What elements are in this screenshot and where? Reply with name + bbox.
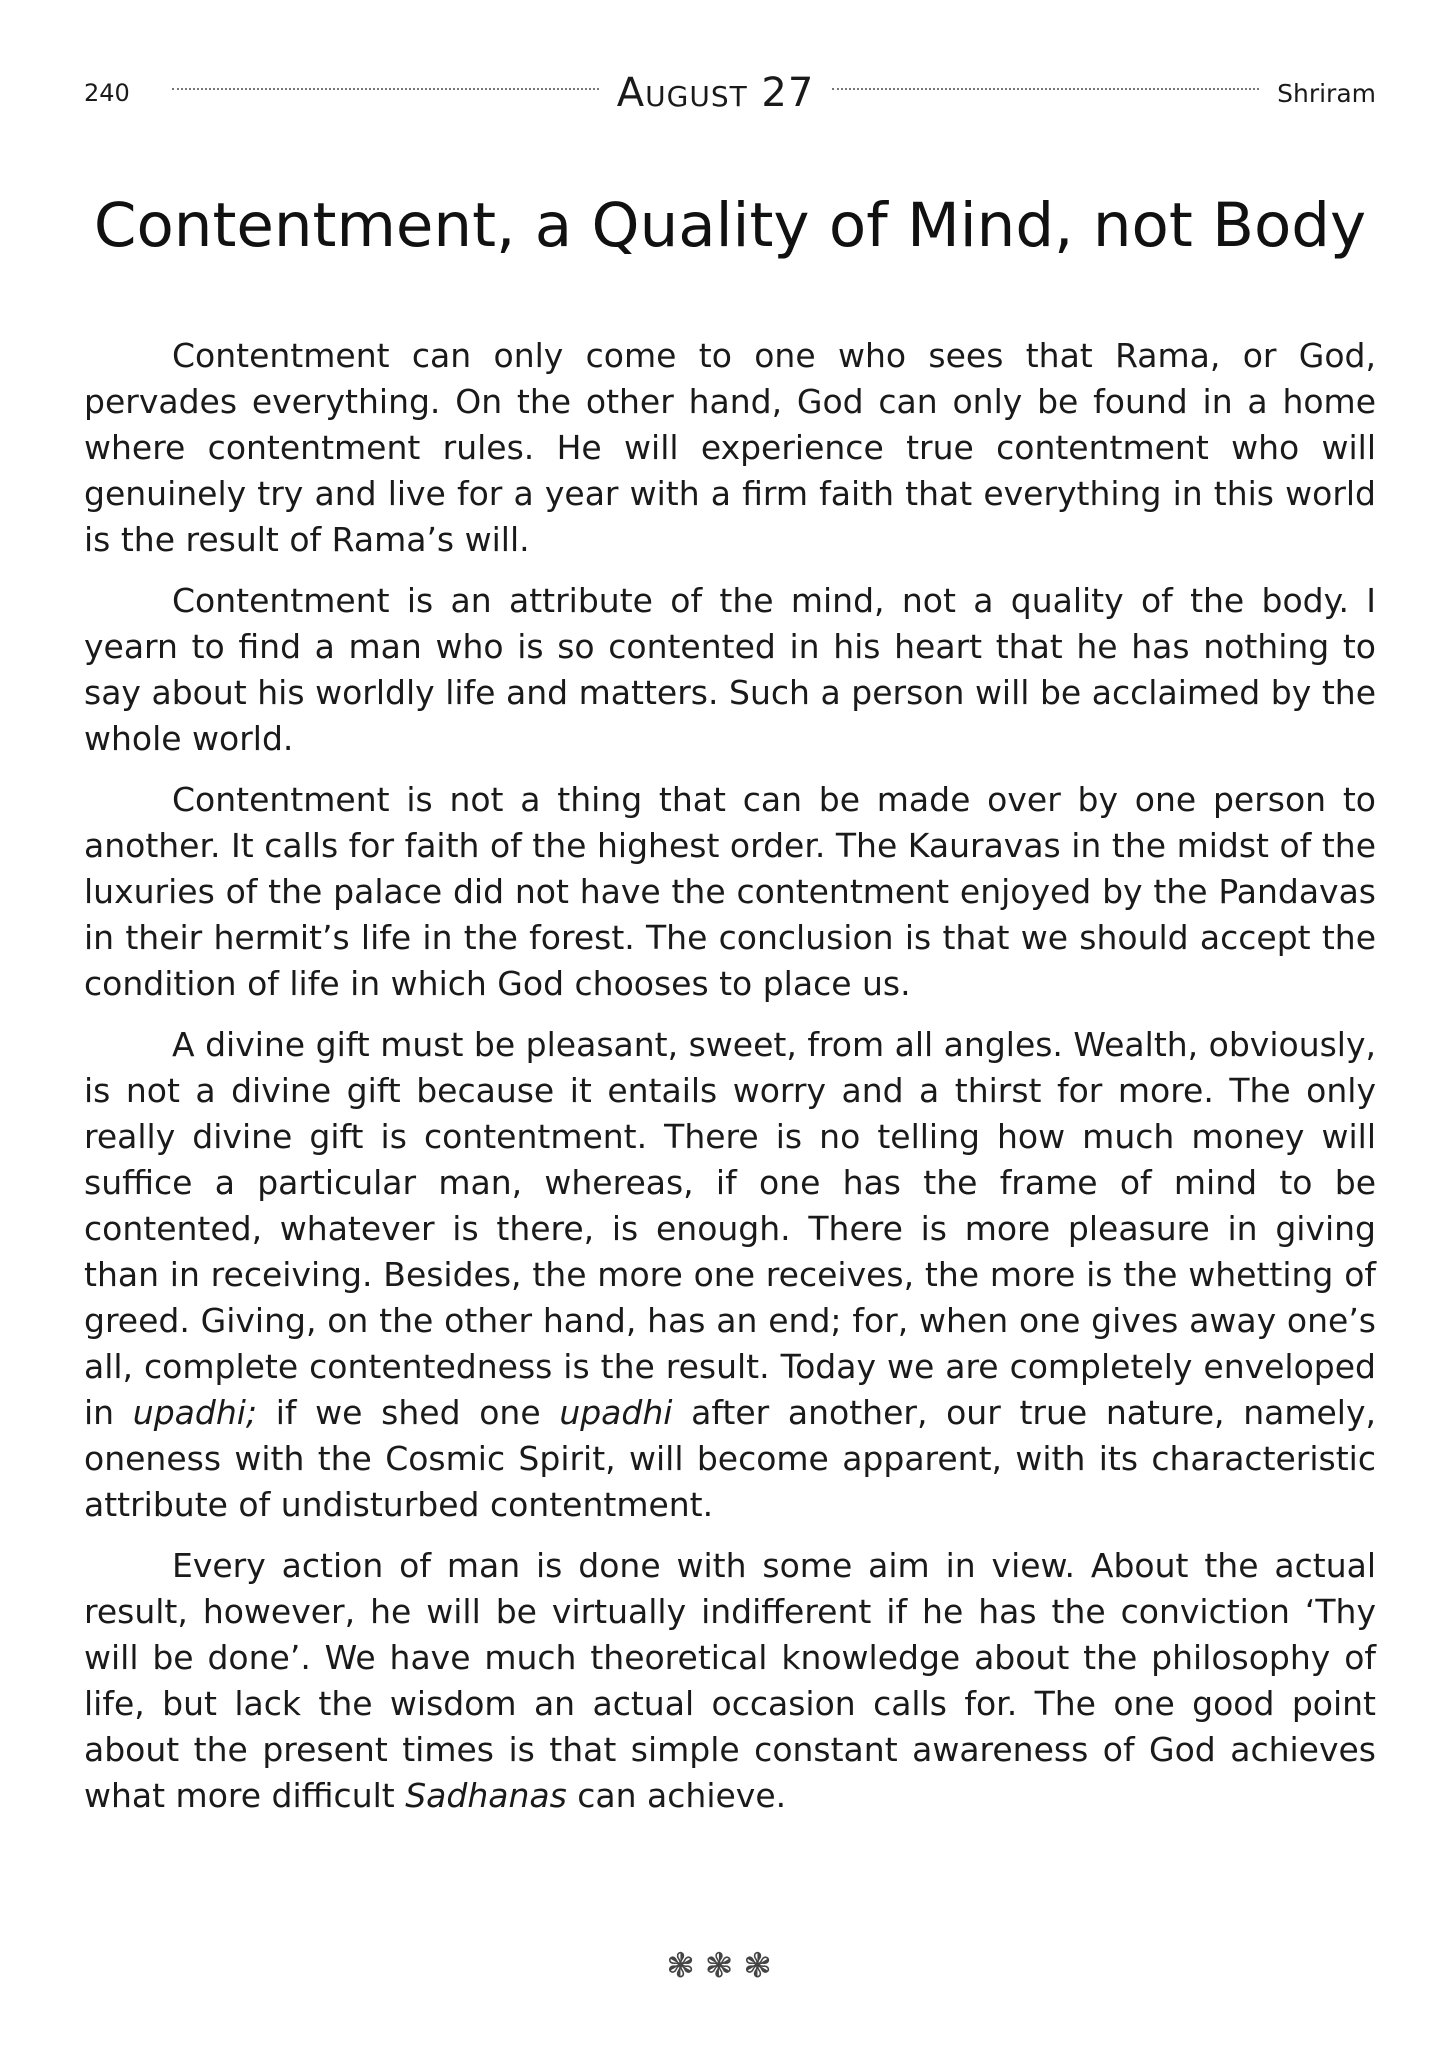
- paragraph-5: [84, 1543, 1376, 1819]
- upadhi-term-1: upadhi;: [132, 1393, 258, 1432]
- leader-dots-right: [832, 88, 1259, 90]
- sadhanas-term: Sadhanas: [405, 1776, 567, 1815]
- floral-ornament-icon: ❃❃❃: [666, 1946, 782, 1986]
- header-author: Shriram: [1277, 78, 1376, 108]
- paragraph-5-text-end: can achieve.: [566, 1776, 787, 1815]
- leader-dots-left: [172, 88, 599, 90]
- paragraph-1: Contentment can only come to one who sees that Rama, or God, pervades everything. On the other hand, God can only be found in a home where contentment rules. He will experience true contentment who will genuinely try and live for a year with a firm faith that everything in this world is the result of Rama’s will.: [84, 336, 1376, 559]
- header-date: August 27: [616, 70, 815, 116]
- paragraph-2: Contentment is an attribute of the mind, not a quality of the body. I yearn to find a man who is so contented in his heart that he has nothing to say about his worldly life and matters. Such a person will be acclaimed by the whole world.: [84, 581, 1376, 758]
- page-title: Contentment, a Quality of Mind, not Body: [93, 190, 1367, 261]
- paragraph-3: Contentment is not a thing that can be made over by one person to another. It calls for faith of the highest order. The Kauravas in the midst of the luxuries of the palace did not have the contentment enjoyed by the Pandavas in their hermit’s life in the forest. The conclusion is that we should accept the condition of life in which God chooses to place us.: [84, 780, 1376, 1003]
- page-number: 240: [84, 79, 130, 107]
- paragraph-4: [84, 1022, 1376, 1528]
- paragraph-4-text-start: A divine gift must be pleasant, sweet, from all angles. Wealth, obviously, is not a divine gift because it entails worry and a thirst for more. The only really divine gift is contentment. There is no telling how much money will suffice a particular man, whereas, if one has the frame of mind to be contented, whatever is there, is enough. There is more pleasure in giving than in receiving. Besides, the more one receives, the more is the whetting of greed. Giving, on the other hand, has an end; for, when one gives away one’s all, complete contentedness is the result. Today we are completely enveloped in: [84, 1025, 1376, 1432]
- paragraph-5-text-start: Every action of man is done with some aim in view. About the actual result, however, he will be virtually indifferent if he has the conviction ‘Thy will be done’. We have much theoretical knowledge about the philosophy of life, but lack the wisdom an actual occasion calls for. The one good point about the present times is that simple constant awareness of God achieves what more difficult: [84, 1546, 1376, 1815]
- paragraph-4-text-middle: if we shed one: [257, 1393, 560, 1432]
- running-header: [84, 68, 1376, 118]
- upadhi-term-2: upadhi: [559, 1393, 673, 1432]
- paragraph-4-text-end: after another, our true nature, namely, oneness with the Cosmic Spirit, will become apparent, with its characteristic attribute of undisturbed contentment.: [84, 1393, 1376, 1524]
- body-text: [84, 333, 1376, 1834]
